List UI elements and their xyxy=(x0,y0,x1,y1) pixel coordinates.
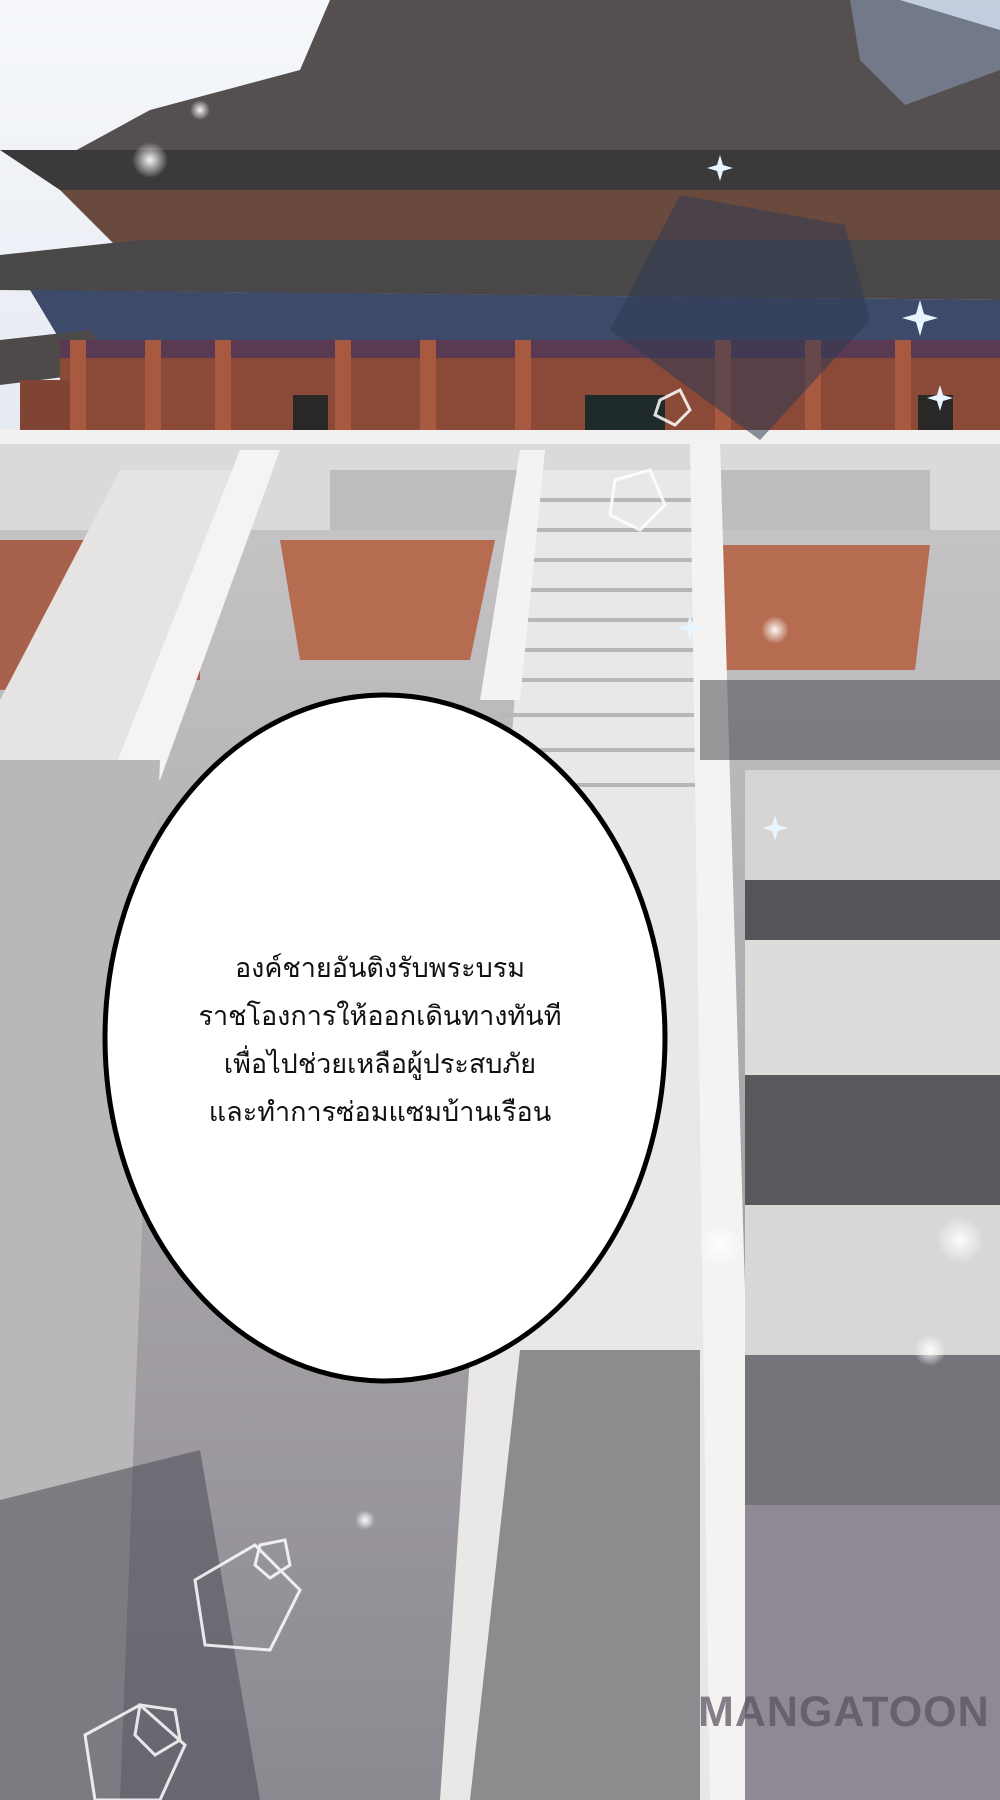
bubble-line: และทำการซ่อมแซมบ้านเรือน xyxy=(208,1097,552,1128)
speech-bubble-text xyxy=(150,945,610,1137)
carved-panels xyxy=(745,770,1000,1800)
bubble-line: เพื่อไปช่วยเหลือผู้ประสบภัย xyxy=(223,1049,537,1080)
bubble-line: ราชโองการให้ออกเดินทางทันที xyxy=(198,1001,562,1032)
mangatoon-watermark: MANGATOON xyxy=(698,1688,990,1736)
bubble-line: องค์ชายอันติงรับพระบรม xyxy=(234,953,526,984)
